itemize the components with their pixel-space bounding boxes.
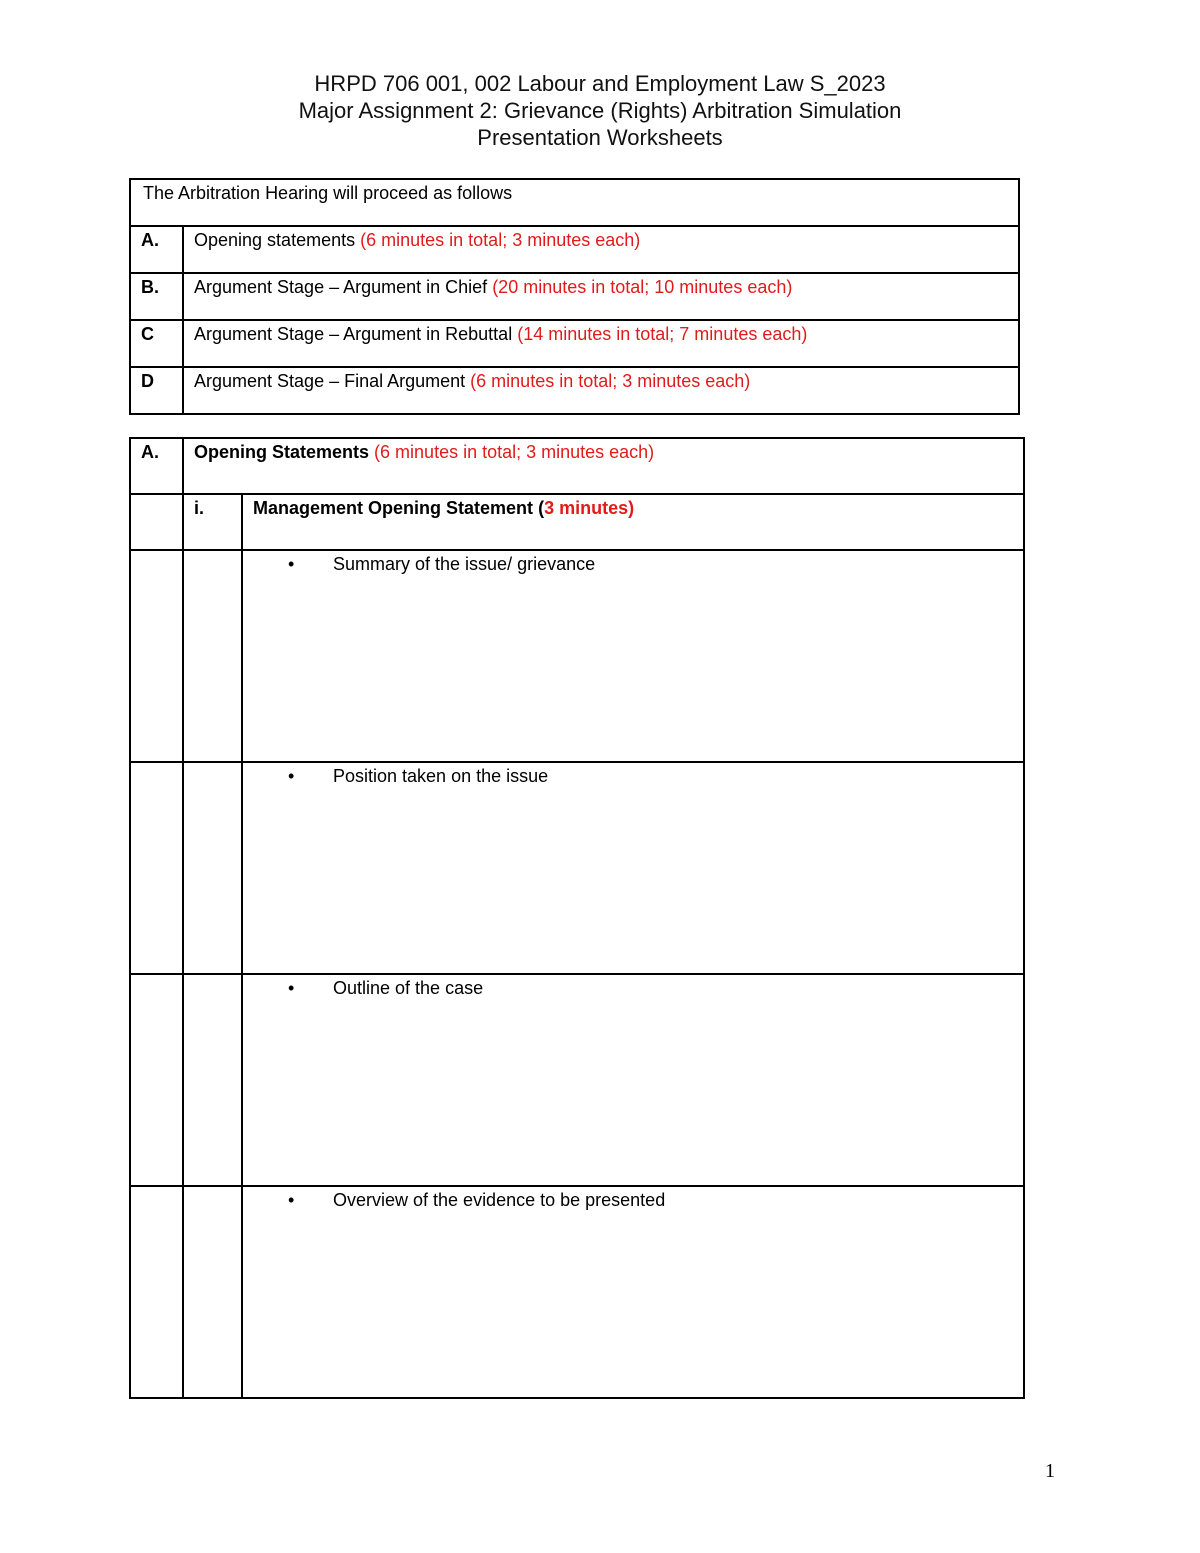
schedule-letter: D — [130, 367, 183, 414]
assignment-title: Major Assignment 2: Grievance (Rights) Arbitration Simulation — [298, 98, 902, 123]
empty-cell — [183, 1186, 242, 1398]
course-title: HRPD 706 001, 002 Labour and Employment Law S_2023 — [314, 71, 886, 96]
schedule-time: (6 minutes in total; 3 minutes each) — [470, 371, 751, 391]
section-time: (6 minutes in total; 3 minutes each) — [374, 442, 655, 462]
schedule-row — [130, 226, 1019, 273]
schedule-item — [183, 320, 1019, 367]
opening-statements-worksheet — [129, 437, 1025, 1399]
worksheet-answer-row — [130, 974, 1024, 1186]
subsection-numeral: i. — [183, 494, 242, 550]
prompt-text: Summary of the issue/ grievance — [333, 554, 596, 574]
answer-box[interactable] — [242, 762, 1024, 974]
worksheet-title: Presentation Worksheets — [477, 125, 723, 150]
empty-cell — [130, 550, 183, 762]
schedule-label: Opening statements — [194, 230, 356, 250]
schedule-letter: C — [130, 320, 183, 367]
hearing-schedule-table — [129, 178, 1020, 415]
schedule-time: (6 minutes in total; 3 minutes each) — [360, 230, 641, 250]
schedule-intro: The Arbitration Hearing will proceed as follows — [130, 179, 1019, 226]
empty-cell — [183, 974, 242, 1186]
schedule-time: (20 minutes in total; 10 minutes each) — [492, 277, 793, 297]
schedule-letter: A. — [130, 226, 183, 273]
prompt-text: Outline of the case — [333, 978, 484, 998]
section-heading — [183, 438, 1024, 494]
bullet-icon: • — [288, 1190, 295, 1210]
prompt-text: Position taken on the issue — [333, 766, 549, 786]
subsection-time: (3 minutes) — [538, 498, 635, 518]
section-title: Opening Statements — [194, 442, 370, 462]
subsection-heading — [242, 494, 1024, 550]
empty-cell — [183, 550, 242, 762]
schedule-time: (14 minutes in total; 7 minutes each) — [517, 324, 808, 344]
empty-cell — [130, 974, 183, 1186]
schedule-label: Argument Stage – Argument in Rebuttal — [194, 324, 513, 344]
empty-cell — [130, 762, 183, 974]
empty-cell — [183, 762, 242, 974]
prompt-text: Overview of the evidence to be presented — [333, 1190, 666, 1210]
schedule-label: Argument Stage – Argument in Chief — [194, 277, 488, 297]
section-letter: A. — [130, 438, 183, 494]
answer-box[interactable] — [242, 1186, 1024, 1398]
bullet-icon: • — [288, 554, 295, 574]
worksheet-answer-row — [130, 550, 1024, 762]
schedule-row — [130, 320, 1019, 367]
answer-box[interactable] — [242, 974, 1024, 1186]
section-header-row — [130, 438, 1024, 494]
worksheet-answer-row — [130, 762, 1024, 974]
subsection-header-row — [130, 494, 1024, 550]
schedule-row — [130, 273, 1019, 320]
schedule-item — [183, 367, 1019, 414]
schedule-item — [183, 226, 1019, 273]
worksheet-answer-row — [130, 1186, 1024, 1398]
schedule-letter: B. — [130, 273, 183, 320]
page-number: 1 — [1045, 1460, 1055, 1482]
document-header — [0, 70, 1200, 151]
subsection-title: Management Opening Statement — [253, 498, 534, 518]
schedule-intro-row — [130, 179, 1019, 226]
empty-cell — [130, 1186, 183, 1398]
bullet-icon: • — [288, 766, 295, 786]
answer-box[interactable] — [242, 550, 1024, 762]
bullet-icon: • — [288, 978, 295, 998]
schedule-item — [183, 273, 1019, 320]
schedule-row — [130, 367, 1019, 414]
schedule-label: Argument Stage – Final Argument — [194, 371, 466, 391]
empty-cell — [130, 494, 183, 550]
